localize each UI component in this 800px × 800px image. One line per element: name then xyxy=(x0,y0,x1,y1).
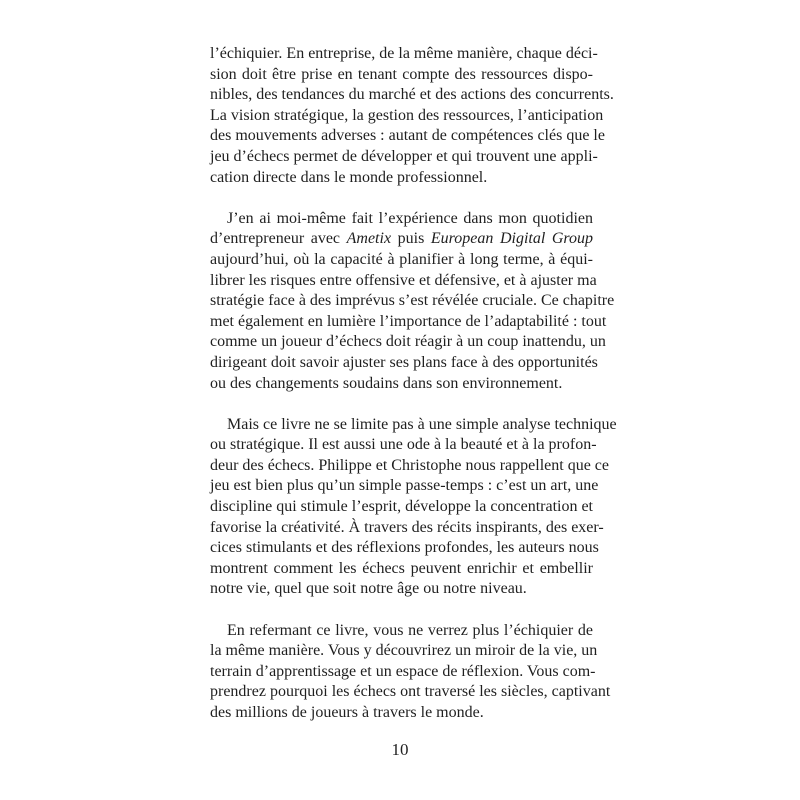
paragraph-3 xyxy=(210,415,617,600)
text-line: stratégie face à des imprévus s’est révélée cruciale. Ce chapitre xyxy=(210,292,615,310)
text-line: aujourd’hui, où la capacité à planifier à long terme, à équi- xyxy=(210,250,593,268)
text-line: comme un joueur d’échecs doit réagir à un coup inattendu, un xyxy=(210,333,606,351)
text-line: dirigeant doit savoir ajuster ses plans face à des opportunités xyxy=(210,353,598,371)
text-line: En refermant ce livre, vous ne verrez plus l’échiquier de xyxy=(227,621,593,639)
text-line: discipline qui stimule l’esprit, développe la concentration et xyxy=(210,498,593,516)
body-text xyxy=(210,44,617,724)
text-line: prendrez pourquoi les échecs ont traversé les siècles, captivant xyxy=(210,683,611,701)
text-line: la même manière. Vous y découvrirez un miroir de la vie, un xyxy=(210,642,598,660)
text-line: Mais ce livre ne se limite pas à une simple analyse technique xyxy=(227,415,617,433)
text-line: La vision stratégique, la gestion des ressources, l’anticipation xyxy=(210,106,604,124)
text-line: deur des échecs. Philippe et Christophe nous rappellent que ce xyxy=(210,456,609,474)
text-line: des millions de joueurs à travers le monde. xyxy=(210,704,484,721)
text-line: terrain d’apprentissage et un espace de réflexion. Vous com- xyxy=(210,662,596,680)
text-line: met également en lumière l’importance de l’adaptabilité : tout xyxy=(210,312,607,330)
text-line: jeu d’échecs permet de développer et qui trouvent une appli- xyxy=(210,147,598,165)
text-line: sion doit être prise en tenant compte des ressources dispo- xyxy=(210,65,593,83)
text-line: ou des changements soudains dans son environnement. xyxy=(210,374,563,392)
company-name-edg: European Digital Group xyxy=(430,230,594,248)
text-line: des mouvements adverses : autant de compétences clés que le xyxy=(210,127,605,145)
text-line: J’en ai moi-même fait l’expérience dans mon quotidien xyxy=(227,209,593,227)
company-name-ametix: Ametix xyxy=(346,230,392,248)
paragraph-1 xyxy=(210,44,614,188)
text-segment: d’entrepreneur avec xyxy=(210,230,341,248)
page-number: 10 xyxy=(391,740,409,759)
paragraph-4 xyxy=(210,621,611,724)
text-line: l’échiquier. En entreprise, de la même manière, chaque déci- xyxy=(210,45,598,62)
text-line: cation directe dans le monde professionnel. xyxy=(210,168,488,186)
text-line: cices stimulants et des réflexions profondes, les auteurs nous xyxy=(210,539,599,557)
text-segment: puis xyxy=(397,230,425,248)
text-line: notre vie, quel que soit notre âge ou notre niveau. xyxy=(210,580,527,598)
text-line: favorise la créativité. À travers des récits inspirants, des exer- xyxy=(210,518,604,536)
text-line: nibles, des tendances du marché et des actions des concurrents. xyxy=(210,86,614,104)
text-line: ou stratégique. Il est aussi une ode à la beauté et à la profon- xyxy=(210,436,597,454)
text-line: montrent comment les échecs peuvent enrichir et embellir xyxy=(210,559,593,577)
paragraph-2 xyxy=(210,209,615,394)
text-line: jeu est bien plus qu’un simple passe-temps : c’est un art, une xyxy=(210,477,599,495)
text-line-with-italics xyxy=(210,229,593,250)
text-line: librer les risques entre offensive et défensive, et à ajuster ma xyxy=(210,271,597,289)
